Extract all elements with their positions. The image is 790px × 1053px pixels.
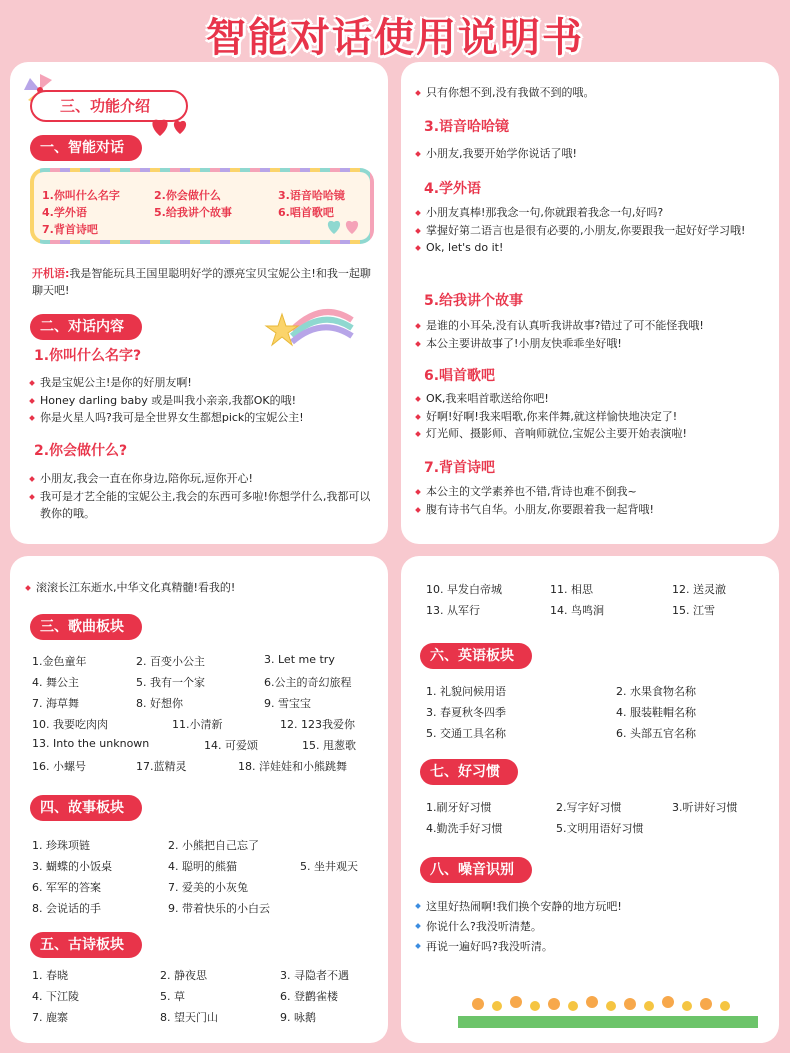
poem-item: 2. 静夜思 xyxy=(160,969,207,982)
question-1-answers xyxy=(30,374,375,427)
menu-item: 6.唱首歌吧 xyxy=(278,206,334,219)
story-item: 2. 小熊把自己忘了 xyxy=(168,839,259,852)
list-item: 灯光师、摄影师、音响师就位,宝妮公主要开始表演啦! xyxy=(416,425,766,443)
song-item: 2. 百变小公主 xyxy=(136,655,205,668)
story-item: 8. 会说话的手 xyxy=(32,902,101,915)
poem-item: 3. 寻隐者不遇 xyxy=(280,969,349,982)
poem-item: 5. 草 xyxy=(160,990,185,1003)
menu-item: 5.给我讲个故事 xyxy=(154,206,232,219)
habit-item: 1.刷牙好习惯 xyxy=(426,801,492,814)
flowers-icon xyxy=(458,990,758,1028)
recite-poem-lines xyxy=(416,483,766,518)
section-recite-poem: 7.背首诗吧 xyxy=(424,460,496,476)
smart-dialog-menu-box xyxy=(30,168,374,244)
opening-text: 我是智能玩具王国里聪明好学的漂亮宝贝宝妮公主!和我一起聊聊天吧! xyxy=(32,267,371,297)
habit-item: 3.听讲好习惯 xyxy=(672,801,738,814)
intro-line xyxy=(416,84,766,102)
song-item: 17.蓝精灵 xyxy=(136,760,187,773)
menu-item: 2.你会做什么 xyxy=(154,189,221,202)
list-item: 腹有诗书气自华。小朋友,你要跟着我一起背哦! xyxy=(416,501,766,519)
heading-good-habits: 七、好习惯 xyxy=(420,759,518,785)
shooting-star-icon xyxy=(262,300,354,360)
opening-line xyxy=(32,265,372,299)
habit-item: 2.写字好习惯 xyxy=(556,801,622,814)
heading-ancient-poems: 五、古诗板块 xyxy=(30,932,142,958)
story-item: 7. 爱美的小灰兔 xyxy=(168,881,248,894)
list-item: 本公主的文学素养也不错,背诗也难不倒我~ xyxy=(416,483,766,501)
list-item: 你说什么?我没听清楚。 xyxy=(416,917,766,937)
sing-song-lines xyxy=(416,390,766,443)
question-2: 2.你会做什么? xyxy=(34,443,128,459)
song-item: 4. 舞公主 xyxy=(32,676,79,689)
habit-item: 5.文明用语好习惯 xyxy=(556,822,644,835)
story-item: 6. 军军的答案 xyxy=(32,881,101,894)
list-item: Honey darling baby 或是叫我小亲亲,我都OK的哦! xyxy=(30,392,375,410)
english-item: 2. 水果食物名称 xyxy=(616,685,696,698)
section-tell-story: 5.给我讲个故事 xyxy=(424,293,524,309)
section-function-intro-label: 三、功能介绍 xyxy=(30,90,188,122)
heading-dialog-content: 二、对话内容 xyxy=(30,314,142,340)
list-item: 本公主要讲故事了!小朋友快乖乖坐好哦! xyxy=(416,335,766,353)
song-item: 6.公主的奇幻旅程 xyxy=(264,676,352,689)
list-item: 再说一遍好吗?我没听清。 xyxy=(416,937,766,957)
hearts-icon xyxy=(148,112,194,140)
list-item: 小朋友,我要开始学你说话了哦! xyxy=(416,145,766,163)
list-item: 是谁的小耳朵,没有认真听我讲故事?错过了可不能怪我哦! xyxy=(416,317,766,335)
list-item: 这里好热闹啊!我们换个安静的地方玩吧! xyxy=(416,897,766,917)
english-item: 3. 春夏秋冬四季 xyxy=(426,706,506,719)
song-item: 18. 洋娃娃和小熊跳舞 xyxy=(238,760,347,773)
heading-songs: 三、歌曲板块 xyxy=(30,614,142,640)
page-title: 智能对话使用说明书 xyxy=(206,15,584,61)
list-item: 滚滚长江东逝水,中华文化真精髓!看我的! xyxy=(26,579,376,597)
intro-line xyxy=(26,579,376,597)
heart-balloons-icon xyxy=(324,216,364,236)
poem-item: 15. 江雪 xyxy=(672,604,715,617)
list-item: 小朋友真棒!那我念一句,你就跟着我念一句,好吗? xyxy=(416,204,766,222)
song-item: 1.金色童年 xyxy=(32,655,87,668)
song-item: 8. 好想你 xyxy=(136,697,183,710)
poem-item: 9. 咏鹅 xyxy=(280,1011,316,1024)
poem-item: 10. 早发白帝城 xyxy=(426,583,502,596)
list-item: 你是火星人吗?我可是全世界女生都想pick的宝妮公主! xyxy=(30,409,375,427)
list-item: 我是宝妮公主!是你的好朋友啊! xyxy=(30,374,375,392)
opening-label: 开机语: xyxy=(32,267,70,280)
list-item: 掌握好第二语言也是很有必要的,小朋友,你要跟我一起好好学习哦! xyxy=(416,222,766,240)
poem-item: 1. 春晓 xyxy=(32,969,68,982)
song-item: 9. 雪宝宝 xyxy=(264,697,311,710)
question-1: 1.你叫什么名字? xyxy=(34,348,142,364)
voice-mirror-lines xyxy=(416,145,766,163)
song-item: 13. Into the unknown xyxy=(32,737,150,750)
english-item: 6. 头部五官名称 xyxy=(616,727,696,740)
noise-lines xyxy=(416,897,766,957)
menu-item: 3.语音哈哈镜 xyxy=(278,189,345,202)
song-item: 11.小清新 xyxy=(172,718,223,731)
poem-item: 8. 望天门山 xyxy=(160,1011,218,1024)
menu-item: 4.学外语 xyxy=(42,206,87,219)
english-item: 5. 交通工具名称 xyxy=(426,727,506,740)
heading-english: 六、英语板块 xyxy=(420,643,532,669)
heading-noise-recognition: 八、噪音识别 xyxy=(420,857,532,883)
song-item: 3. Let me try xyxy=(264,653,335,666)
habit-item: 4.勤洗手好习惯 xyxy=(426,822,503,835)
story-item: 5. 坐井观天 xyxy=(300,860,358,873)
song-item: 14. 可爱颂 xyxy=(204,739,258,752)
english-item: 4. 服装鞋帽名称 xyxy=(616,706,696,719)
song-item: 16. 小螺号 xyxy=(32,760,86,773)
section-sing-song: 6.唱首歌吧 xyxy=(424,368,496,384)
song-item: 12. 123我爱你 xyxy=(280,718,355,731)
poem-item: 7. 鹿寨 xyxy=(32,1011,68,1024)
question-2-answers xyxy=(30,470,375,523)
list-item: Ok, let's do it! xyxy=(416,239,766,257)
song-item: 15. 甩葱歌 xyxy=(302,739,356,752)
english-item: 1. 礼貌问候用语 xyxy=(426,685,506,698)
foreign-language-lines xyxy=(416,204,766,257)
list-item: 小朋友,我会一直在你身边,陪你玩,逗你开心! xyxy=(30,470,375,488)
story-item: 4. 聪明的熊猫 xyxy=(168,860,237,873)
story-item: 9. 带着快乐的小白云 xyxy=(168,902,270,915)
story-item: 3. 蝴蝶的小饭桌 xyxy=(32,860,112,873)
story-item: 1. 珍珠项链 xyxy=(32,839,90,852)
poem-item: 12. 送灵澈 xyxy=(672,583,726,596)
heading-smart-dialog: 一、智能对话 xyxy=(30,135,142,161)
menu-item: 7.背首诗吧 xyxy=(42,223,98,236)
song-item: 7. 海草舞 xyxy=(32,697,79,710)
list-item: 只有你想不到,没有我做不到的哦。 xyxy=(416,84,766,102)
poem-item: 11. 相思 xyxy=(550,583,593,596)
tell-story-lines xyxy=(416,317,766,352)
section-foreign-language: 4.学外语 xyxy=(424,181,482,197)
list-item: OK,我来唱首歌送给你吧! xyxy=(416,390,766,408)
poem-item: 13. 从军行 xyxy=(426,604,480,617)
list-item: 好啊!好啊!我来唱歌,你来伴舞,就这样愉快地决定了! xyxy=(416,408,766,426)
song-item: 5. 我有一个家 xyxy=(136,676,205,689)
menu-item: 1.你叫什么名字 xyxy=(42,189,120,202)
section-voice-mirror: 3.语音哈哈镜 xyxy=(424,119,510,135)
poem-item: 4. 下江陵 xyxy=(32,990,79,1003)
poem-item: 14. 鸟鸣涧 xyxy=(550,604,604,617)
list-item: 我可是才艺全能的宝妮公主,我会的东西可多啦!你想学什么,我都可以教你的哦。 xyxy=(30,488,375,523)
heading-stories: 四、故事板块 xyxy=(30,795,142,821)
song-item: 10. 我要吃肉肉 xyxy=(32,718,108,731)
poem-item: 6. 登鹳雀楼 xyxy=(280,990,338,1003)
